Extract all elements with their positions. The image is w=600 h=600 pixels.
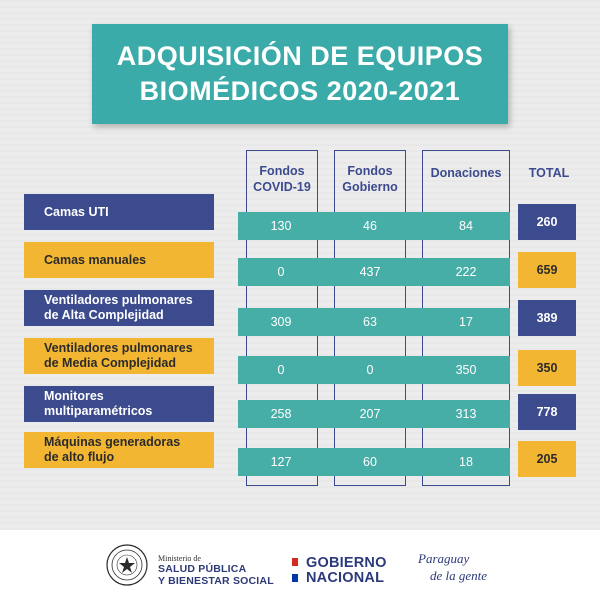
cell-donaciones: 313 (455, 407, 477, 421)
flag-icon (292, 558, 298, 582)
row-label: Ventiladores pulmonares de Alta Complejidad (24, 290, 214, 326)
cell-total: 260 (518, 204, 576, 240)
cell-donaciones: 17 (459, 315, 473, 329)
cell-covid: 127 (270, 455, 292, 469)
ministry-label: Ministerio de (158, 554, 201, 563)
cell-donaciones: 222 (455, 265, 477, 279)
cell-total: 659 (518, 252, 576, 288)
cell-covid: 130 (270, 219, 292, 233)
cell-total: 350 (518, 350, 576, 386)
cell-total: 389 (518, 300, 576, 336)
cell-gobierno: 46 (363, 219, 377, 233)
cell-covid: 0 (277, 363, 285, 377)
column-header-total: TOTAL (528, 166, 570, 180)
title-banner (92, 24, 508, 124)
cell-gobierno: 437 (359, 265, 381, 279)
cell-gobierno: 60 (363, 455, 377, 469)
cell-covid: 0 (277, 265, 285, 279)
column-header-gobierno: Fondos Gobierno (342, 164, 398, 194)
column-header-covid: Fondos COVID-19 (253, 164, 311, 194)
cell-donaciones: 18 (459, 455, 473, 469)
cell-gobierno: 0 (366, 363, 374, 377)
title-line-1: ADQUISICIÓN DE EQUIPOS (116, 41, 484, 71)
cell-total: 205 (518, 441, 576, 477)
slogan: Paraguay de la gente (418, 551, 488, 583)
footer (0, 530, 600, 600)
cell-covid: 309 (270, 315, 292, 329)
row-label: Camas manuales (24, 242, 214, 278)
ministry-name: SALUD PÚBLICA Y BIENESTAR SOCIAL (158, 563, 274, 587)
cell-total: 778 (518, 394, 576, 430)
title-line-2: BIOMÉDICOS 2020-2021 (139, 76, 461, 106)
cell-donaciones: 350 (455, 363, 477, 377)
column-header-donaciones: Donaciones (430, 166, 502, 180)
cell-gobierno: 207 (359, 407, 381, 421)
row-label: Ventiladores pulmonares de Media Complejidad (24, 338, 214, 374)
cell-donaciones: 84 (459, 219, 473, 233)
row-label: Camas UTI (24, 194, 214, 230)
national-seal-icon (106, 544, 148, 586)
cell-gobierno: 63 (363, 315, 377, 329)
row-label: Máquinas generadoras de alto flujo (24, 432, 214, 468)
cell-covid: 258 (270, 407, 292, 421)
gobierno-nacional-logo: GOBIERNO NACIONAL (306, 555, 387, 586)
row-label: Monitores multiparamétricos (24, 386, 214, 422)
